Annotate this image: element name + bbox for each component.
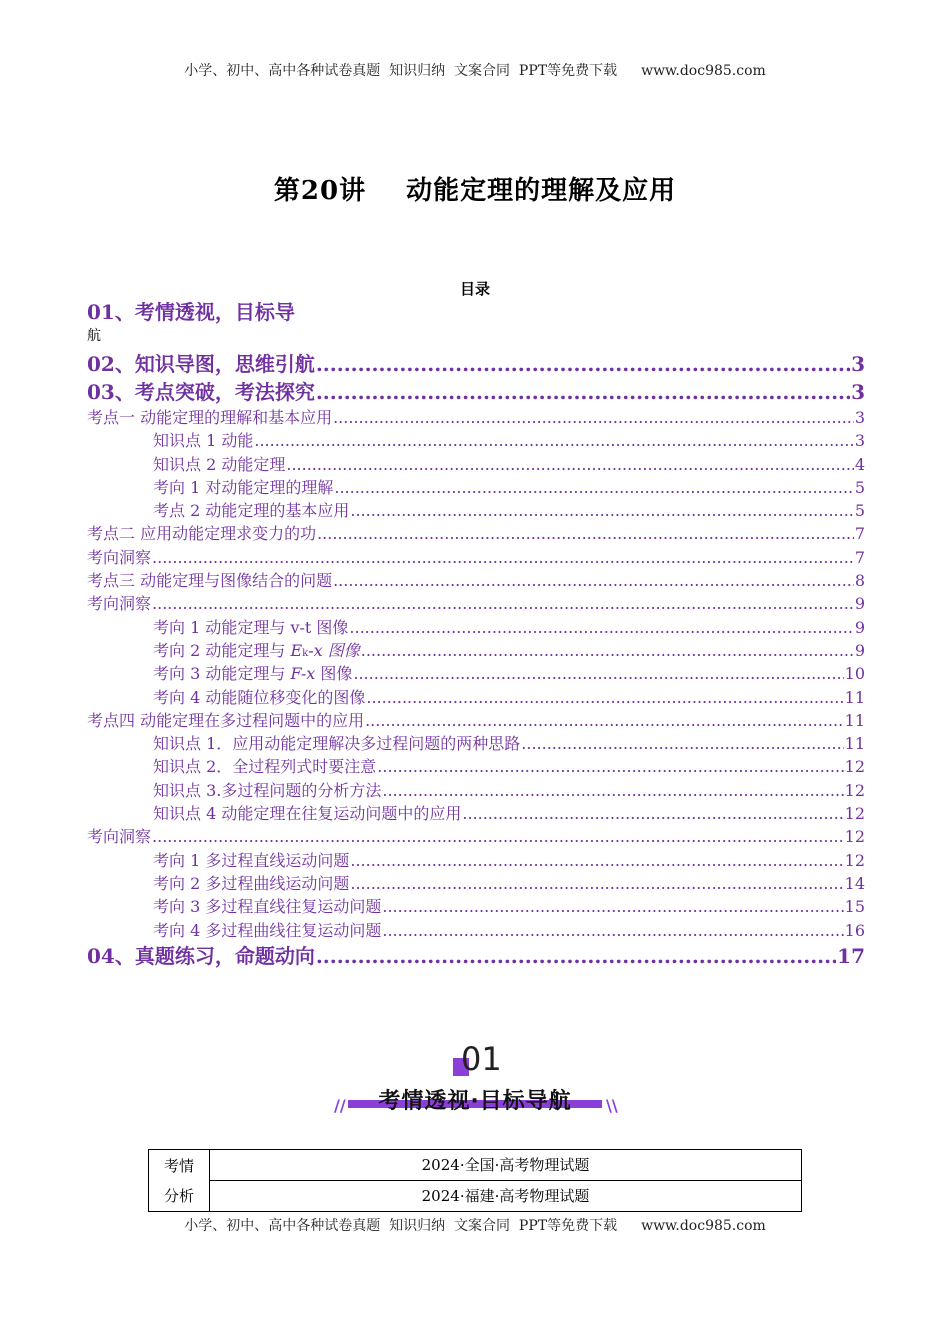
toc-entry-01-wrap: 航 [87, 328, 101, 344]
toc-entry[interactable]: 考点一 动能定理的理解和基本应用 ..... 3 [87, 406, 865, 429]
toc-entry[interactable]: 知识点 3.多过程问题的分析方法 ..... 12 [87, 779, 865, 802]
toc-entry[interactable]: 考向 4 动能随位移变化的图像 ..... 11 [87, 686, 865, 709]
toc-entry[interactable]: 考点四 动能定理在多过程问题中的应用 ..... 11 [87, 709, 865, 732]
toc-entry[interactable]: 考点二 应用动能定理求变力的功 ..... 7 [87, 522, 865, 545]
toc-entry[interactable]: 知识点 4 动能定理在往复运动问题中的应用 ..... 12 [87, 802, 865, 825]
toc-entry[interactable]: 03、考点突破，考法探究 ..... 3 [87, 378, 865, 406]
toc-entry-01[interactable] [87, 298, 865, 326]
toc-entry[interactable]: 考向 1 动能定理与 v-t 图像 ..... 9 [87, 616, 865, 639]
toc-entry[interactable]: 考点三 动能定理与图像结合的问题 ..... 8 [87, 569, 865, 592]
section-banner [330, 1040, 620, 1120]
toc-entry[interactable]: 知识点 1．应用动能定理解决多过程问题的两种思路 ..... 11 [87, 732, 865, 755]
slash-right-icon: \\ [606, 1096, 618, 1115]
table-row: 2024·全国·高考物理试题 [210, 1150, 802, 1181]
toc-entry[interactable]: 04、真题练习，命题动向 ..... 17 [87, 942, 865, 970]
toc-entry[interactable]: 考向 1 多过程直线运动问题 ..... 12 [87, 849, 865, 872]
toc-entry[interactable]: 考向 3 多过程直线往复运动问题 ..... 15 [87, 895, 865, 918]
toc-entry[interactable]: 考向 1 对动能定理的理解 ..... 5 [87, 476, 865, 499]
toc-entry[interactable]: 知识点 1 动能 ..... 3 [87, 429, 865, 452]
toc-entry-label: 01、考情透视，目标导 [87, 300, 295, 324]
page-title [0, 170, 950, 207]
page-header [0, 60, 950, 80]
toc-entry[interactable]: 考向 4 多过程曲线往复运动问题 ..... 16 [87, 919, 865, 942]
toc-entry[interactable]: 考向 2 多过程曲线运动问题 ..... 14 [87, 872, 865, 895]
analysis-label: 考情 分析 [149, 1150, 210, 1212]
title-topic: 动能定理的理解及应用 [406, 176, 677, 206]
header-text: 小学、初中、高中各种试卷真题 知识归纳 文案合同 PPT等免费下载 [184, 63, 618, 79]
header-url[interactable]: www.doc985.com [641, 63, 766, 79]
analysis-table [148, 1149, 802, 1212]
footer-text: 小学、初中、高中各种试卷真题 知识归纳 文案合同 PPT等免费下载 [184, 1218, 618, 1234]
slash-left-icon: // [334, 1096, 346, 1115]
title-lecture: 第20讲 [273, 176, 367, 206]
toc-entry[interactable]: 知识点 2．全过程列式时要注意 ..... 12 [87, 755, 865, 778]
toc-entry[interactable]: 考向洞察 ..... 9 [87, 592, 865, 615]
toc-entry[interactable]: 考向 3 动能定理与 F-x 图像 ..... 10 [87, 662, 865, 685]
toc-entry[interactable]: 02、知识导图，思维引航 ..... 3 [87, 350, 865, 378]
toc-heading: 目录 [459, 280, 490, 298]
footer-url[interactable]: www.doc985.com [641, 1218, 766, 1234]
toc-entry[interactable]: 考向 2 动能定理与 Ek-x 图像 ..... 9 [87, 639, 865, 662]
toc-entry[interactable]: 考向洞察 ..... 7 [87, 546, 865, 569]
section-title: 考情透视·目标导航 [378, 1089, 572, 1114]
toc-entry[interactable]: 考向洞察 ..... 12 [87, 825, 865, 848]
toc-entry[interactable]: 考点 2 动能定理的基本应用 ..... 5 [87, 499, 865, 522]
section-number: 01 [461, 1040, 502, 1078]
page-footer [0, 1215, 950, 1235]
table-row: 2024·福建·高考物理试题 [210, 1181, 802, 1212]
toc-entry[interactable]: 知识点 2 动能定理 ..... 4 [87, 453, 865, 476]
table-of-contents [87, 298, 865, 970]
